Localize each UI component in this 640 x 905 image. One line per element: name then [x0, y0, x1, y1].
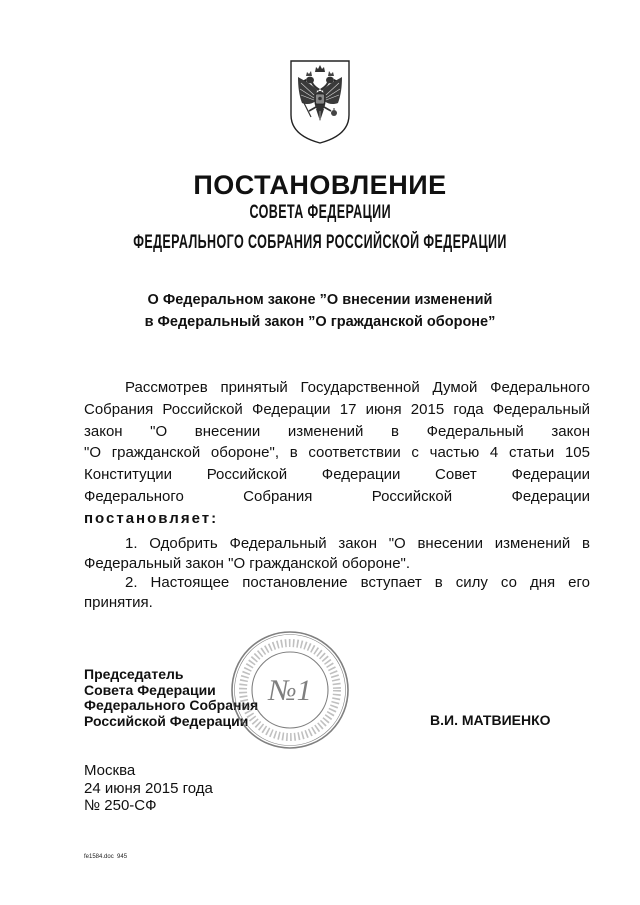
subject-line: О Федеральном законе ”О внесении изменений: [147, 292, 493, 308]
official-stamp: [228, 628, 352, 752]
position-line: Совета Федерации: [84, 681, 216, 698]
document-number: № 250-СФ: [84, 797, 157, 814]
preamble-line: Собрания Российской Федерации 17 июня 2015 года Федеральный: [84, 400, 590, 418]
position-line: Российской Федерации: [84, 712, 249, 729]
date: 24 июня 2015 года: [84, 779, 213, 797]
coat-of-arms-icon: [287, 57, 353, 145]
item-2-line: принятия.: [84, 593, 153, 611]
signatory-name: В.И. МАТВИЕНКО: [430, 712, 551, 728]
city: Москва: [84, 762, 136, 779]
resolve-word: постановляет:: [84, 509, 219, 527]
preamble-line: "О гражданской обороне", в соответствии с частью 4 статьи 105: [84, 444, 590, 462]
item-2-line: 2. Настоящее постановление вступает в силу со дня его: [125, 574, 590, 591]
preamble-paragraph: [84, 377, 590, 530]
document-title: ПОСТАНОВЛЕНИЕ: [193, 170, 447, 200]
issuer-line-1: СОВЕТА ФЕДЕРАЦИИ: [249, 202, 391, 223]
position-line: Федерального Собрания: [84, 697, 259, 713]
preamble-line: закон "О внесении изменений в Федеральный закон: [84, 422, 590, 440]
preamble-line: Конституции Российской Федерации Совет Федерации: [84, 466, 590, 484]
position-line: Председатель: [84, 666, 184, 682]
place-date-block: [84, 762, 213, 815]
resolution-items: [84, 534, 590, 612]
issuer-line-2: ФЕДЕРАЛЬНОГО СОБРАНИЯ РОССИЙСКОЙ ФЕДЕРАЦИИ: [133, 232, 507, 253]
subject-line: в Федеральный закон ”О гражданской обороне”: [144, 314, 496, 330]
preamble-line: Рассмотрев принятый Государственной Думой Федерального: [125, 379, 590, 396]
preamble-line: Федерального Собрания Российской Федерации: [84, 487, 590, 505]
item-1-line: Федеральный закон "О гражданской обороне".: [84, 554, 411, 572]
stamp-number: №1: [268, 674, 312, 707]
document-subject: [0, 289, 640, 333]
item-1-line: 1. Одобрить Федеральный закон "О внесении изменений в: [125, 535, 590, 552]
file-reference: fe1584.doc 945: [84, 854, 128, 860]
